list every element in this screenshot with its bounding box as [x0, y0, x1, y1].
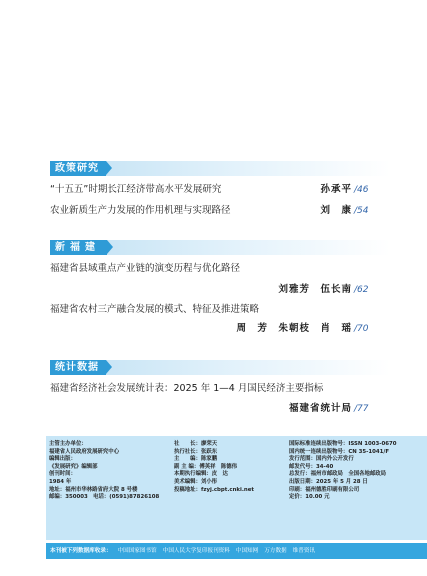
submission-link[interactable]: 投稿地址：fzyj.cbpt.cnki.net [174, 486, 254, 493]
info-line: 福建省人民政府发展研究中心 [49, 448, 120, 455]
toc-entry[interactable] [50, 204, 380, 218]
article-title: 福建省经济社会发展统计表：2025 年 1—4 月国民经济主要指标 [50, 383, 324, 394]
database-name: 中国国家图书馆 [117, 548, 157, 554]
toc-entry[interactable] [50, 183, 380, 197]
info-line: 美术编辑：刘小彤 [174, 478, 218, 485]
toc-entry-author-line [50, 402, 380, 416]
section-label: 统计数据 [50, 360, 106, 375]
info-line: 邮编：350003 电话：(0591)87826108 [49, 494, 160, 501]
article-title: “十五五”时期长江经济带高水平发展研究 [50, 184, 222, 195]
database-name: 中国知网 [235, 548, 259, 554]
toc-entry-author-line [50, 283, 380, 297]
info-line: 1984 年 [49, 478, 72, 485]
editorial-staff-column [174, 441, 254, 494]
page-number: /77 [354, 404, 369, 414]
section-label: 新福建 [50, 240, 107, 255]
info-line: 邮发代号：34-40 [289, 463, 334, 470]
page-number: /54 [354, 206, 369, 216]
page-number: /70 [354, 324, 369, 334]
indexing-lead: 本刊被下列数据库收录： [50, 548, 112, 554]
toc-entry[interactable] [50, 382, 380, 396]
info-line: 印刷：福州德胜印刷有限公司 [289, 486, 360, 493]
article-author: 孙承平 [320, 184, 352, 195]
toc-entry[interactable] [50, 262, 380, 276]
article-title: 福建省县域重点产业链的演变历程与优化路径 [50, 263, 241, 274]
database-name: 中国人民大学复印报刊资料 [162, 548, 230, 554]
page-number: /46 [354, 185, 369, 195]
info-line: 本期执行编辑：皮 达 [174, 471, 228, 478]
info-line: 国内统一连续出版物号：CN 35-1041/F [289, 448, 390, 455]
database-name: 万方数据 [264, 548, 287, 554]
info-line: 发行范围：国内外公开发行 [289, 456, 354, 463]
article-title: 农业新质生产力发展的作用机理与实现路径 [50, 205, 231, 216]
article-author: 福建省统计局 [288, 403, 352, 414]
publication-numbers-column [289, 441, 396, 502]
database-name: 维普资讯 [292, 548, 316, 554]
info-line: 出版日期：2025 年 5 月 28 日 [289, 478, 368, 485]
section-label: 政策研究 [50, 161, 106, 176]
info-line: 国际标准连续出版物号：ISSN 1003-0670 [289, 441, 397, 447]
article-author: 周 芳 朱朝枝 肖 瑶 [236, 323, 352, 334]
section-header-policy [50, 161, 390, 176]
info-line: 创刊时间： [49, 471, 76, 478]
article-title: 福建省农村三产融合发展的模式、特征及推进策略 [50, 304, 260, 315]
article-author: 刘雅芳 伍长南 [278, 284, 352, 295]
info-line: 《发展研究》编辑部 [49, 463, 98, 470]
info-line: 总发行：福州市邮政局 全国各地邮政局 [289, 471, 387, 478]
info-line: 地址：福州市华林路省府大院 8 号楼 [49, 486, 138, 493]
publication-info-box [46, 436, 427, 540]
page-number: /62 [354, 285, 369, 295]
info-line: 编辑出版： [49, 456, 76, 463]
indexing-databases-bar [46, 543, 427, 559]
toc-entry-author-line [50, 322, 380, 336]
toc-entry[interactable] [50, 303, 380, 317]
info-line: 主 编：陈家鹏 [174, 456, 218, 463]
info-line: 定价：10.00 元 [289, 494, 330, 501]
info-line: 副 主 编：傅英祥 陈德伟 [174, 463, 238, 470]
info-line: 执行社长：张跃东 [174, 448, 218, 455]
section-header-statistics [50, 360, 390, 375]
article-author: 刘 康 [320, 205, 352, 216]
info-line: 社 长：廖荣天 [174, 441, 218, 447]
section-header-new-fujian [50, 240, 390, 255]
info-line: 主管主办单位： [49, 441, 87, 447]
publisher-info-column [49, 441, 159, 502]
